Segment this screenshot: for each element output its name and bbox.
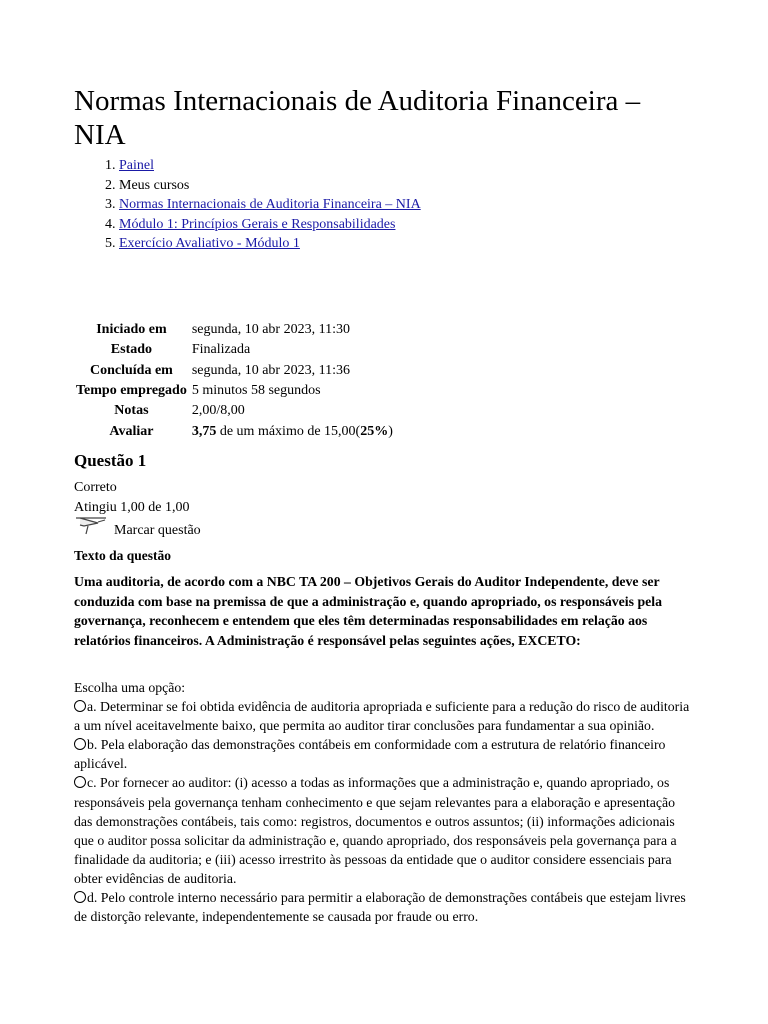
answer-option-b[interactable] [74, 735, 694, 773]
flag-question-label: Marcar questão [114, 523, 201, 538]
breadcrumb-link-course[interactable]: Normas Internacionais de Auditoria Financeira – NIA [119, 197, 421, 212]
summary-row-marks [75, 401, 393, 421]
radio-button-a[interactable] [74, 700, 86, 712]
summary-row-grade [75, 421, 393, 441]
answer-option-d[interactable] [74, 888, 694, 926]
attempt-summary-table [75, 320, 393, 442]
summary-label: Iniciado em [96, 322, 167, 338]
answer-option-label: b. Pela elaboração das demonstrações contábeis em conformidade com a estrutura de relatório financeiro aplicável. [74, 737, 666, 772]
page-title: Normas Internacionais de Auditoria Financeira – NIA [74, 85, 641, 151]
question-text: Uma auditoria, de acordo com a NBC TA 200 – Objetivos Gerais do Auditor Independente, deve ser conduzida com base na premissa de que a administração e, quando apropriado, os responsáveis pela governança, reconhecem e entendem que eles têm determinadas responsabilidades em relação aos relatórios financeiros. A Administração é responsável pelas seguintes ações, EXCETO: [74, 574, 662, 648]
breadcrumb-item-dashboard [119, 156, 421, 176]
question-points: Atingiu 1,00 de 1,00 [74, 499, 190, 515]
grade-score: 3,75 [191, 423, 217, 439]
flag-icon [74, 516, 108, 536]
summary-value [190, 421, 393, 441]
breadcrumb-link-exercise[interactable]: Exercício Avaliativo - Módulo 1 [119, 236, 300, 251]
summary-value: segunda, 10 abr 2023, 11:30 [191, 322, 350, 338]
choose-option-prompt: Escolha uma opção: [74, 680, 186, 695]
answer-option-c[interactable] [74, 773, 694, 888]
summary-label: Tempo empregado [76, 383, 187, 399]
summary-row-completed [75, 361, 393, 381]
radio-button-c[interactable] [74, 776, 86, 788]
radio-button-d[interactable] [74, 891, 86, 903]
breadcrumb-item-course [119, 195, 421, 215]
answer-option-label: a. Determinar se foi obtida evidência de auditoria apropriada e suficiente para a redução do risco de auditoria a um nível aceitavelmente baixo, que permita ao auditor tirar conclusões para fundamentar a sua opinião. [74, 699, 690, 734]
radio-button-b[interactable] [74, 738, 86, 750]
summary-label: Notas [114, 403, 149, 419]
answer-option-label: c. Por fornecer ao auditor: (i) acesso a todas as informações que a administração e, quando apropriado, os responsáveis pela governança tenham conhecimento e que sejam relevantes para a elaboração e apresentação das demonstrações contábeis, tais como: registros, documentos e outros assuntos; (ii) informações adicionais que o auditor possa solicitar da administração e, quando apropriado, dos responsáveis pela governança para a finalidade da auditoria; e (iii) acesso irrestrito às pessoas da entidade que o auditor considere essenciais para obter evidências de auditoria. [74, 775, 677, 886]
summary-value: segunda, 10 abr 2023, 11:36 [191, 362, 350, 378]
answer-option-label: d. Pelo controle interno necessário para permitir a elaboração de demonstrações contábeis que estejam livres de distorção relevante, independentemente se causada por fraude ou erro. [74, 890, 686, 925]
summary-label: Concluída em [90, 362, 173, 378]
answer-block [74, 678, 694, 926]
summary-row-time [75, 381, 393, 401]
grade-percent: 25% [360, 423, 389, 439]
breadcrumb-item-my-courses: 2. Meus cursos [119, 176, 421, 196]
summary-label: Avaliar [109, 423, 154, 439]
summary-label: Estado [110, 342, 153, 358]
summary-row-state [75, 340, 393, 360]
breadcrumb-item-module [119, 215, 421, 235]
breadcrumb-link-module[interactable]: Módulo 1: Princípios Gerais e Responsabilidades [119, 216, 396, 232]
breadcrumb [74, 156, 421, 254]
summary-value: 2,00/8,00 [191, 403, 245, 419]
answer-option-a[interactable] [74, 697, 694, 735]
summary-value: 5 minutos 58 segundos [191, 383, 321, 399]
question-status: Correto [74, 480, 117, 495]
question-text-label: Texto da questão [74, 548, 172, 563]
grade-middle: de um máximo de 15,00( [216, 423, 361, 439]
question-heading: Questão 1 [74, 451, 147, 470]
breadcrumb-link-dashboard[interactable]: Painel [119, 158, 154, 173]
summary-value: Finalizada [191, 342, 251, 358]
question-info [74, 478, 190, 517]
summary-row-started [75, 320, 393, 340]
grade-end: ) [388, 423, 393, 439]
breadcrumb-item-exercise [119, 234, 421, 254]
